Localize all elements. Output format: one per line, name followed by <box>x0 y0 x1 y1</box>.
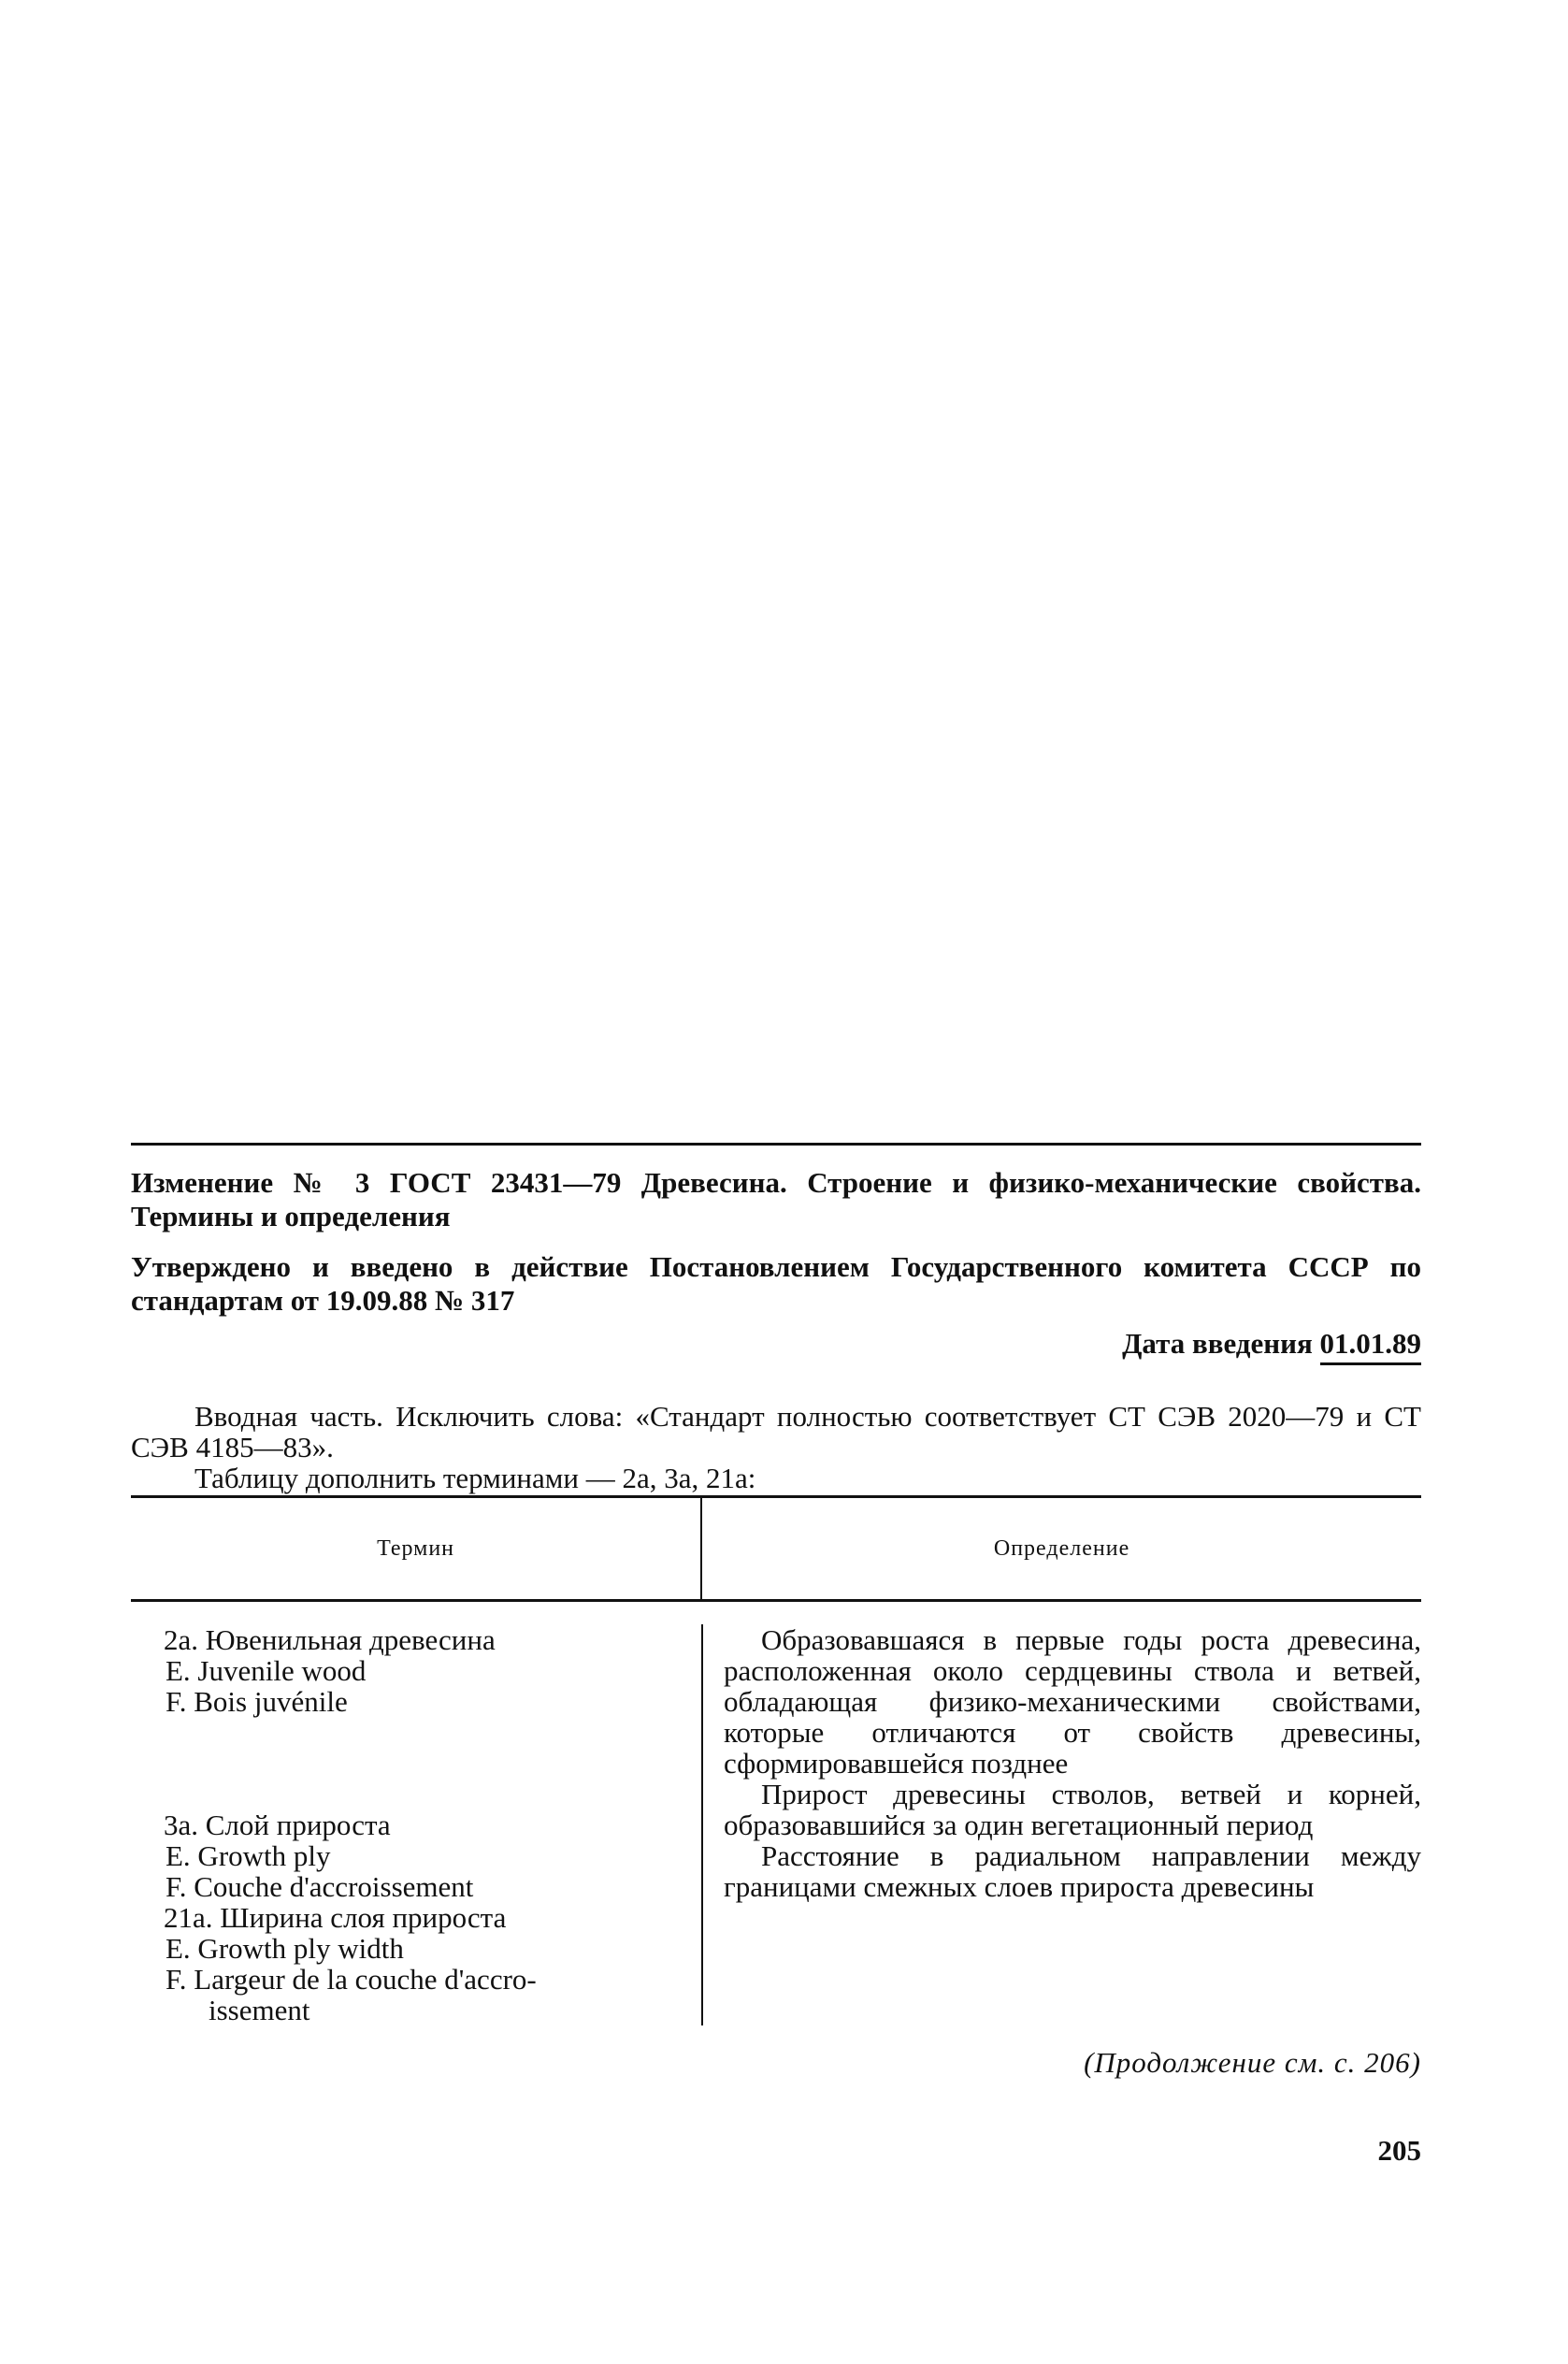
term-en: E. Juvenile wood <box>165 1654 367 1687</box>
term-fr: F. Largeur de la couche d'accro- <box>165 1963 537 1996</box>
term-en: E. Growth ply width <box>165 1932 404 1965</box>
definitions-column <box>701 1624 1421 2025</box>
terms-table <box>131 1495 1421 2025</box>
term-row-2a <box>164 1624 701 1809</box>
term-ru: 2а. Ювенильная древесина <box>164 1623 496 1656</box>
definition-2a: Образовавшаяся в первые годы роста древесина, расположенная около сердцевины ствола и ветвей, обладающая физико-механическими свойствами, которые отличаются от свойств древесины, сформировавшейся позднее <box>724 1623 1421 1780</box>
term-fr: F. Couche d'accroissement <box>165 1870 474 1903</box>
top-rule <box>131 1143 1421 1146</box>
table-body <box>131 1602 1421 2025</box>
table-intro: Таблицу дополнить терминами — 2а, 3а, 21а: <box>194 1462 756 1494</box>
effective-date-label: Дата введения <box>1122 1327 1313 1360</box>
continuation-note: (Продолжение см. с. 206) <box>1084 2046 1421 2079</box>
header-definition: Определение <box>700 1498 1421 1599</box>
effective-date-value: 01.01.89 <box>1320 1327 1422 1365</box>
intro-paragraph: Вводная часть. Исключить слова: «Стандарт полностью соответствует СТ СЭВ 2020—79 и СТ СЭВ 4185—83». <box>131 1400 1421 1463</box>
header-term: Термин <box>377 1535 455 1561</box>
definition-3a: Прирост древесины стволов, ветвей и корней, образовавшийся за один вегетационный период <box>724 1778 1421 1841</box>
page-number: 205 <box>1377 2134 1421 2167</box>
approval-statement: Утверждено и введено в действие Постановлением Государственного комитета СССР по стандартам от 19.09.88 № 317 <box>131 1250 1421 1317</box>
term-row-21a <box>164 1902 701 2025</box>
amendment-title: Изменение № 3 ГОСТ 23431—79 Древесина. Строение и физико-механические свойства. Термины и определения <box>131 1166 1421 1232</box>
page-content <box>131 1143 1421 2168</box>
term-fr-continuation: issement <box>209 1994 310 2026</box>
table-header <box>131 1498 1421 1602</box>
term-ru: 3а. Слой прироста <box>164 1809 391 1841</box>
terms-column <box>131 1624 701 2025</box>
term-row-3a <box>164 1809 701 1902</box>
term-en: E. Growth ply <box>165 1839 331 1872</box>
definition-21a: Расстояние в радиальном направлении между границами смежных слоев прироста древесины <box>724 1839 1421 1903</box>
term-fr: F. Bois juvénile <box>165 1685 348 1718</box>
effective-date <box>131 1327 1421 1365</box>
term-ru: 21а. Ширина слоя прироста <box>164 1901 507 1934</box>
